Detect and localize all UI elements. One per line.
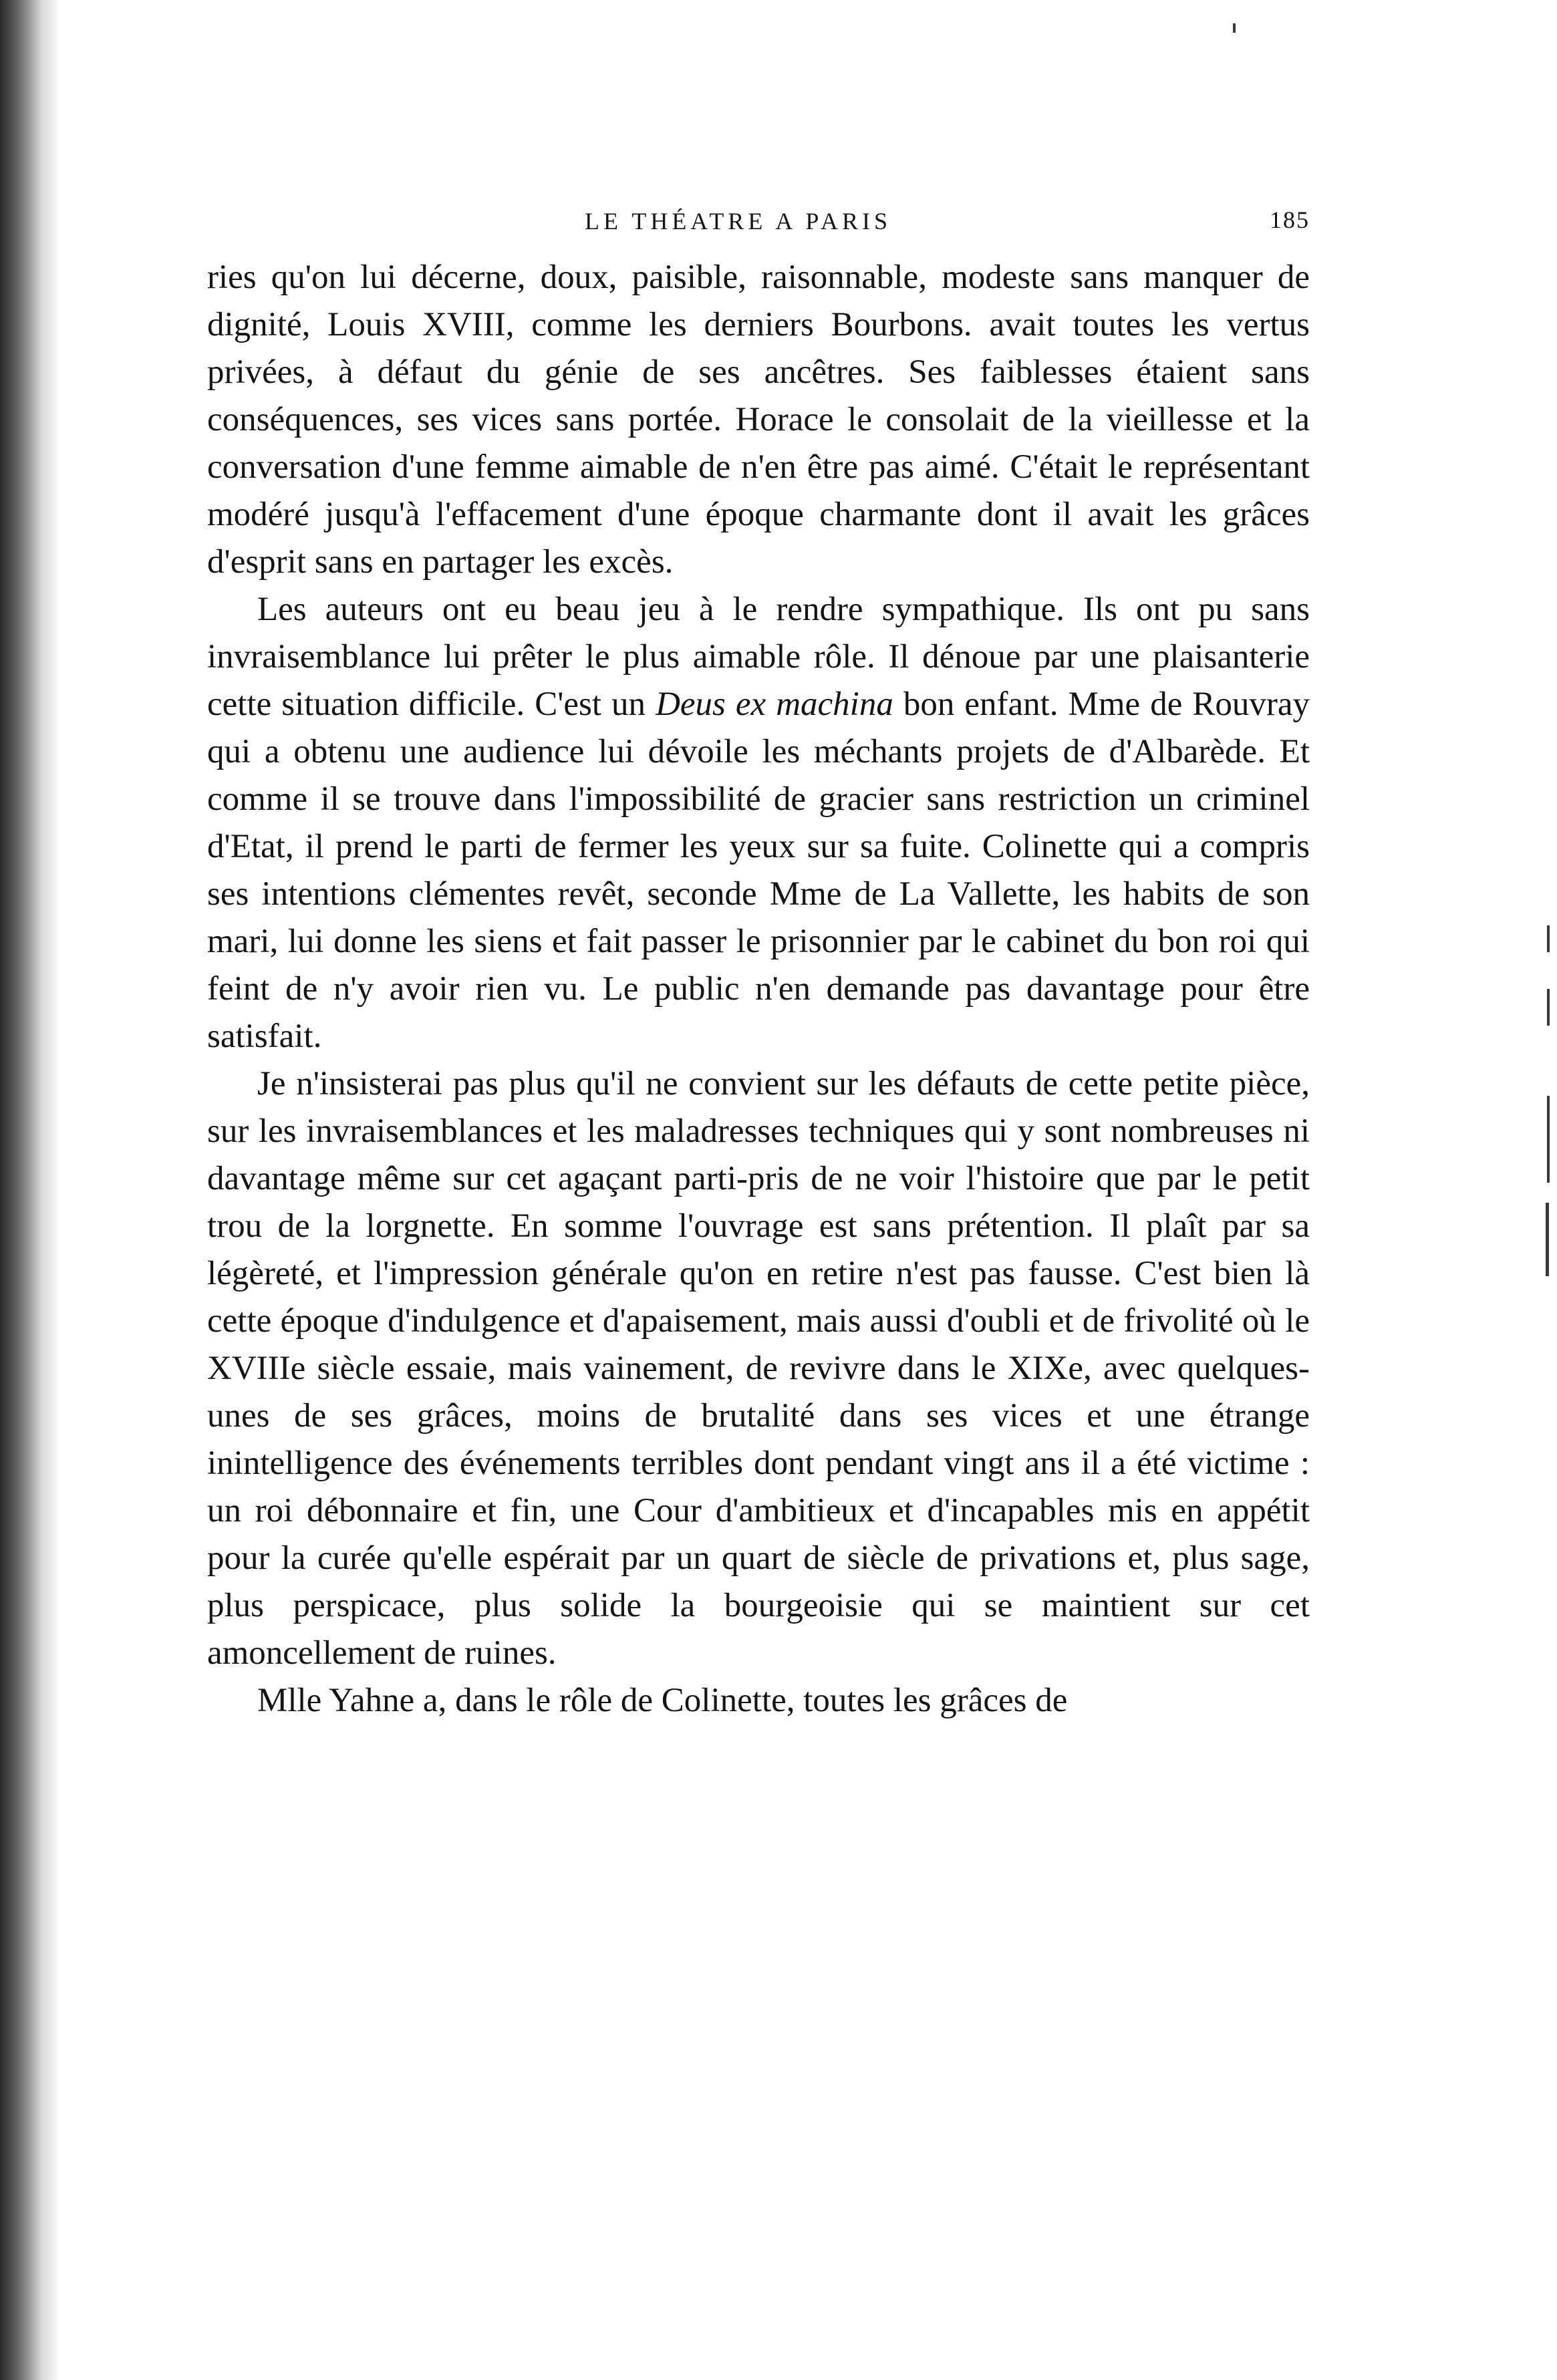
paragraph xyxy=(207,586,1310,1060)
paragraph: Je n'insisterai pas plus qu'il ne convient sur les défauts de cette petite pièce, sur les invraisemblances et les maladresses techniques qui y sont nombreuses ni davantage même sur cet agaçant parti-pris de ne voir l'histoire que par le petit trou de la lorgnette. En somme l'ouvrage est sans prétention. Il plaît par sa légèreté, et l'impression générale qu'on en retire n'est pas fausse. C'est bien là cette époque d'indulgence et d'apaisement, mais aussi d'oubli et de frivolité où le XVIIIe siècle essaie, mais vainement, de revivre dans le XIXe, avec quelques-unes de ses grâces, moins de brutalité dans ses vices et une étrange inintelligence des événements terribles dont pendant vingt ans il a été victime : un roi débonnaire et fin, une Cour d'ambitieux et d'incapables mis en appétit pour la curée qu'elle espérait par un quart de siècle de privations et, plus sage, plus perspicace, plus solide la bourgeoisie qui se maintient sur cet amoncellement de ruines. xyxy=(207,1065,1310,1672)
page-header xyxy=(207,200,1310,247)
scan-edge-mark xyxy=(1547,925,1550,952)
page-number: 185 xyxy=(1270,206,1310,233)
running-head: LE THÉATRE A PARIS xyxy=(585,208,892,235)
book-page xyxy=(207,200,1310,1725)
paragraph-text: Les auteurs ont eu beau jeu à le rendre sympathique. Ils ont pu sans invraisemblance lui prêter le plus aimable rôle. Il dénoue par une plaisanterie cette situation difficile. C'est un xyxy=(207,591,1310,723)
scan-edge-mark xyxy=(1546,1203,1549,1276)
scan-edge-mark xyxy=(1547,989,1550,1026)
scan-edge-mark xyxy=(1233,23,1236,33)
scan-binding-edge xyxy=(0,0,60,2380)
paragraph-text: bon enfant. Mme de Rouvray qui a obtenu une audience lui dévoile les méchants projets de d'Albarède. Et comme il se trouve dans l'impossibilité de gracier sans restriction un criminel d'Etat, il prend le parti de fermer les yeux sur sa fuite. Colinette qui a compris ses intentions clémentes revêt, seconde Mme de La Vallette, les habits de son mari, lui donne les siens et fait passer le prisonnier par le cabinet du bon roi qui feint de n'y avoir rien vu. Le public n'en demande pas davantage pour être satisfait. xyxy=(207,686,1310,1055)
paragraph-continued: ries qu'on lui décerne, doux, paisible, raisonnable, modeste sans manquer de dignité, Louis XVIII, comme les derniers Bourbons. avait toutes les vertus privées, à défaut du génie de ses ancêtres. Ses faiblesses étaient sans conséquences, ses vices sans portée. Horace le consolait de la vieillesse et la conversation d'une femme aimable de n'en être pas aimé. C'était le représentant modéré jusqu'à l'effacement d'une époque charmante dont il avait les grâces d'esprit sans en partager les excès. xyxy=(207,259,1310,581)
scan-edge-mark xyxy=(1547,1096,1550,1183)
italic-phrase: Deus ex machina xyxy=(656,686,893,723)
body-text xyxy=(207,254,1310,1725)
paragraph: Mlle Yahne a, dans le rôle de Colinette, toutes les grâces de xyxy=(257,1682,1068,1719)
